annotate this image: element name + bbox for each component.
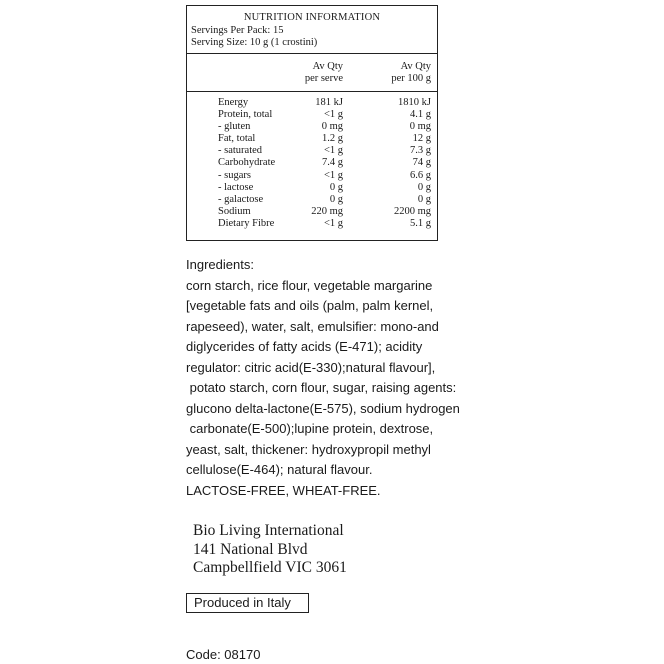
address-line: Bio Living International: [193, 522, 344, 539]
divider: [187, 53, 437, 54]
nutrition-row: [187, 182, 437, 194]
address-line: 141 National Blvd: [193, 540, 308, 558]
nutrition-row: [187, 121, 437, 133]
per-100g-value: 6.6 g: [410, 169, 431, 181]
per-100g-value: 74 g: [412, 157, 431, 169]
nutrient-name: - galactose: [218, 193, 264, 205]
column-header-line: Av Qty: [400, 61, 431, 72]
per-100g-value: 0 g: [417, 181, 431, 193]
ingredients-line: yeast, salt, thickener: hydroxypropil methyl: [186, 441, 431, 457]
nutrition-panel: [186, 5, 438, 241]
per-serve-value: <1 g: [323, 145, 343, 157]
nutrition-row: [187, 194, 437, 206]
ingredients-line: [vegetable fats and oils (palm, palm kernel,: [186, 298, 434, 313]
nutrient-name: Protein, total: [218, 109, 273, 121]
per-100g-value: 1810 kJ: [398, 97, 431, 108]
ingredients-line: potato starch, corn flour, sugar, raising agents:: [186, 380, 457, 395]
nutrient-name: - sugars: [218, 169, 251, 181]
nutrition-row: [187, 157, 437, 169]
column-header-per-serve: [305, 61, 343, 85]
nutrient-name: Dietary Fibre: [218, 217, 275, 229]
per-serve-value: 0 mg: [321, 121, 343, 133]
nutrition-row: [187, 218, 437, 230]
per-serve-value: 0 g: [329, 181, 343, 193]
country-of-origin-box: Produced in Italy: [186, 593, 309, 613]
ingredients-line: glucono delta-lactone(E-575), sodium hydrogen: [186, 400, 460, 416]
column-header-line: per 100 g: [391, 73, 431, 84]
per-100g-value: 12 g: [412, 133, 431, 145]
servings-per-pack: Servings Per Pack: 15: [191, 25, 284, 36]
per-serve-value: 181 kJ: [315, 97, 343, 108]
per-serve-value: 7.4 g: [322, 157, 343, 169]
nutrition-row: [187, 170, 437, 182]
per-100g-value: 4.1 g: [410, 109, 431, 121]
ingredients-line: diglycerides of fatty acids (E-471); acidity: [186, 339, 423, 354]
nutrition-rows: [187, 97, 437, 230]
ingredients-line: corn starch, rice flour, vegetable margarine: [186, 277, 433, 293]
per-serve-value: <1 g: [323, 217, 343, 229]
nutrient-name: - gluten: [218, 121, 251, 133]
nutrition-row: [187, 109, 437, 121]
nutrient-name: Carbohydrate: [218, 157, 276, 169]
manufacturer-address: [193, 522, 347, 578]
nutrient-name: Sodium: [218, 205, 251, 217]
per-100g-value: 0 g: [417, 193, 431, 205]
allergen-statement: LACTOSE-FREE, WHEAT-FREE.: [186, 482, 381, 498]
ingredients-line: cellulose(E-464); natural flavour.: [186, 462, 373, 477]
per-100g-value: 7.3 g: [410, 145, 431, 157]
ingredients-block: [186, 255, 486, 501]
nutrient-name: - saturated: [218, 145, 263, 157]
per-serve-value: 1.2 g: [322, 133, 343, 145]
per-serve-value: 0 g: [329, 193, 343, 205]
per-serve-value: 220 mg: [311, 205, 343, 217]
nutrition-row: [187, 133, 437, 145]
nutrition-row: [187, 97, 437, 109]
nutrient-name: Fat, total: [218, 133, 256, 145]
column-header-per-100g: [391, 61, 431, 85]
per-100g-value: 5.1 g: [410, 217, 431, 229]
ingredients-line: rapeseed), water, salt, emulsifier: mono-and: [186, 318, 439, 334]
per-100g-value: 2200 mg: [393, 205, 431, 217]
nutrient-name: - lactose: [218, 181, 254, 193]
divider: [187, 91, 437, 92]
column-header-line: Av Qty: [312, 61, 343, 72]
ingredients-line: carbonate(E-500);lupine protein, dextrose,: [186, 421, 434, 436]
per-serve-value: <1 g: [323, 169, 343, 181]
nutrient-name: Energy: [218, 97, 249, 108]
nutrition-row: [187, 145, 437, 157]
ingredients-heading: Ingredients:: [186, 257, 254, 272]
address-line: Campbellfield VIC 3061: [193, 559, 347, 576]
nutrition-title: NUTRITION INFORMATION: [243, 12, 381, 23]
column-header-line: per serve: [304, 73, 343, 84]
product-code: Code: 08170: [186, 647, 261, 662]
nutrition-row: [187, 206, 437, 218]
ingredients-line: regulator: citric acid(E-330);natural flavour],: [186, 359, 436, 375]
per-serve-value: <1 g: [323, 109, 343, 121]
serving-size: Serving Size: 10 g (1 crostini): [191, 37, 318, 48]
per-100g-value: 0 mg: [409, 121, 431, 133]
